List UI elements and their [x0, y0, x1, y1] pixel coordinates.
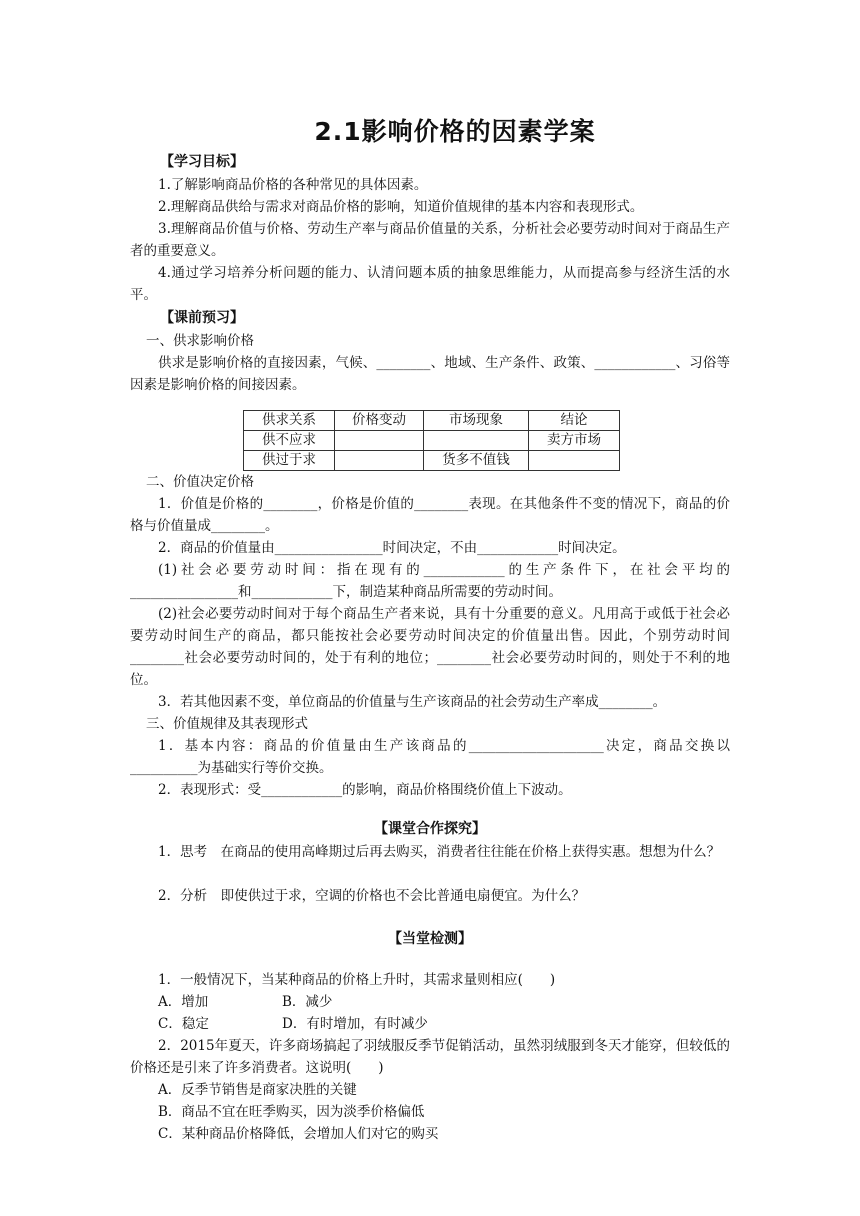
- section-2-title: 二、价值决定价格: [146, 474, 254, 490]
- document-body: [130, 150, 730, 1145]
- table-cell: [335, 451, 424, 471]
- section-1-text: 供求是影响价格的直接因素，气候、________、地域、生产条件、政策、____________、习俗等因素是影响价格的间接因素。: [130, 355, 730, 393]
- table-cell: [529, 451, 620, 471]
- option-c: C．某种商品价格降低，会增加人们对它的购买: [158, 1126, 439, 1142]
- section-2-para-5: 3．若其他因素不变，单位商品的价值量与生产该商品的社会劳动生产率成________。: [158, 694, 667, 710]
- option-a: A．反季节销售是商家决胜的关键: [158, 1082, 357, 1098]
- goal-item-2: 2.理解商品供给与需求对商品价格的影响，知道价值规律的基本内容和表现形式。: [158, 199, 644, 215]
- section-2-para-3: (1)社会必要劳动时间：指在现有的____________的生产条件下，在社会平均的________________和____________下，制造某种商品所需要的劳动时间。: [130, 562, 730, 600]
- section-2-para-4: (2)社会必要劳动时间对于每个商品生产者来说，具有十分重要的意义。凡用高于或低于社会必要劳动时间生产的商品，都只能按社会必要劳动时间决定的价值量出售。因此，个别劳动时间________社会必要劳动时间的，处于有利的地位；________社会必要劳动时间的，则处于不利的地位。: [130, 606, 730, 688]
- option-b: B．减少: [282, 994, 333, 1010]
- preview-heading: 【课前预习】: [160, 310, 244, 326]
- section-1-title: 一、供求影响价格: [146, 333, 254, 349]
- table-cell: 货多不值钱: [424, 451, 529, 471]
- test-question-1: 1．一般情况下，当某种商品的价格上升时，其需求量则相应( ): [158, 972, 556, 988]
- goals-heading: 【学习目标】: [160, 154, 244, 170]
- explore-question-1: 1．思考 在商品的使用高峰期过后再去购买，消费者往往能在价格上获得实惠。想想为什么？: [158, 844, 721, 860]
- section-3-para-2: 2．表现形式：受____________的影响，商品价格围绕价值上下波动。: [158, 782, 572, 798]
- explore-question-2: 2．分析 即使供过于求，空调的价格也不会比普通电扇便宜。为什么？: [158, 888, 586, 904]
- explore-heading: 【课堂合作探究】: [374, 821, 486, 837]
- table-header-row: [244, 411, 620, 431]
- option-b: B．商品不宜在旺季购买，因为淡季价格偏低: [158, 1104, 425, 1120]
- table-header: 结论: [529, 411, 620, 431]
- table-cell: 供不应求: [244, 431, 335, 451]
- table-cell: [424, 431, 529, 451]
- table-row: [244, 431, 620, 451]
- goal-item-4: 4.通过学习培养分析问题的能力、认清问题本质的抽象思维能力，从而提高参与经济生活的水平。: [130, 265, 730, 303]
- section-3-title: 三、价值规律及其表现形式: [146, 716, 308, 732]
- table-header: 供求关系: [244, 411, 335, 431]
- option-d: D．有时增加，有时减少: [282, 1016, 428, 1032]
- section-3-para-1: 1．基本内容：商品的价值量由生产该商品的____________________决定，商品交换以__________为基础实行等价交换。: [130, 738, 730, 776]
- section-2-para-2: 2．商品的价值量由________________时间决定，不由____________时间决定。: [158, 540, 626, 556]
- test-q1-options-row-2: [130, 1013, 730, 1035]
- table-cell: [335, 431, 424, 451]
- option-a: A．增加: [158, 994, 209, 1010]
- table-cell: 供过于求: [244, 451, 335, 471]
- goal-item-3: 3.理解商品价值与价格、劳动生产率与商品价值量的关系，分析社会必要劳动时间对于商品生产者的重要意义。: [130, 221, 730, 259]
- test-heading: 【当堂检测】: [388, 931, 472, 947]
- document-title: 2.1影响价格的因素学案: [314, 117, 596, 146]
- table-cell: 卖方市场: [529, 431, 620, 451]
- supply-demand-table: [243, 410, 620, 471]
- option-c: C．稳定: [158, 1016, 209, 1032]
- table-row: [244, 451, 620, 471]
- test-q1-options-row-1: [130, 991, 730, 1013]
- test-question-2: 2．2015年夏天，许多商场搞起了羽绒服反季节促销活动，虽然羽绒服到冬天才能穿，但较低的价格还是引来了许多消费者。这说明( ): [130, 1038, 730, 1076]
- section-2-para-1: 1．价值是价格的________，价格是价值的________表现。在其他条件不变的情况下，商品的价格与价值量成________。: [130, 496, 730, 534]
- table-header: 市场现象: [424, 411, 529, 431]
- goal-item-1: 1.了解影响商品价格的各种常见的具体因素。: [158, 177, 428, 193]
- table-header: 价格变动: [335, 411, 424, 431]
